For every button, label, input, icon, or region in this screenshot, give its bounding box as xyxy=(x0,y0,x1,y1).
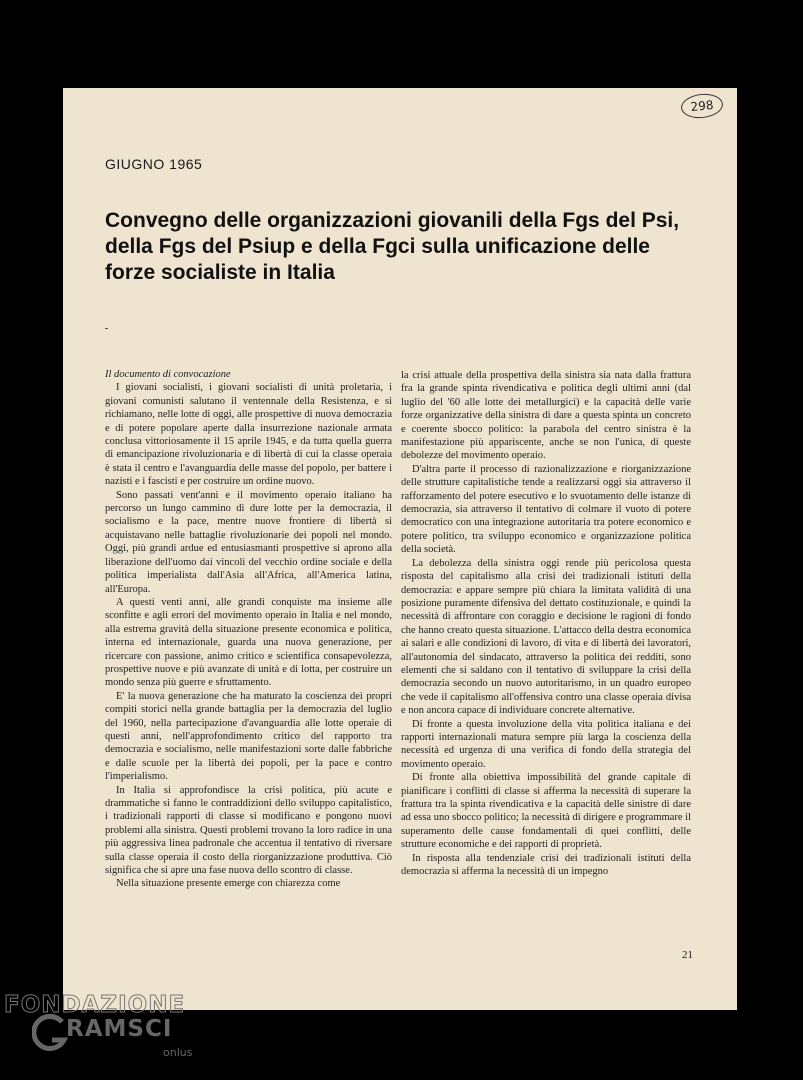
paragraph: La debolezza della sinistra oggi rende più pericolosa questa risposta del capitalismo alla crisi dei tradizionali istituti della democrazia: e appare sempre più chiara la limitata validità di una posizione puramente difensiva del dettato costituzionale, e quindi la necessità di affrontare con coraggio e decisione le ragioni di fondo che hanno creato questa situazione. L'attacco della destra economica ai salari e alle condizioni di lavoro, di vita e di libertà dei lavoratori, all'autonomia del sindacato, attraverso la politica dei redditi, sono elementi che si saldano con il tentativo di sviluppare la crisi della democrazia secondo un nuovo autoritarismo, in un quadro europeo che vede il capitalismo all'offensiva contro una classe operaia divisa e non ancora capace di individuare concrete alternative. xyxy=(401,557,691,717)
paragraph: In risposta alla tendenziale crisi dei tradizionali istituti della democrazia si afferma la necessità di un impegno xyxy=(401,852,691,878)
page-number: 21 xyxy=(682,949,693,961)
paragraph: Sono passati vent'anni e il movimento operaio italiano ha percorso un lungo cammino di dure lotte per la democrazia, il socialismo e la pace, mentre nuove frontiere di libertà si acquistavano nelle battaglie rivoluzionarie dei popoli nel mondo. Oggi, più grandi ardue ed entusiasmanti prospettive si aprono alla liberazione dell'uomo dai vincoli del vecchio ordine sociale e della politica imperialista dall'Asia all'Africa, all'America latina, all'Europa. xyxy=(105,489,392,595)
left-column xyxy=(105,368,392,891)
watermark-line1: FONDAZIONE xyxy=(4,992,186,1018)
paragraph: la crisi attuale della prospettiva della sinistra sia nata dalla frattura fra la grande spinta rivendicativa e politica degli ultimi anni (dal luglio del '60 alle lotte dei metallurgici) e la capacità delle varie forze organizzative della sinistra di dare a questa spinta un concreto e coerente sbocco politico: la parabola del centro sinistra è la manifestazione più appariscente, anche se non l'unica, di queste debolezze del movimento operaio. xyxy=(401,370,691,462)
date-line: GIUGNO 1965 xyxy=(105,156,203,172)
gramsci-g-logo-icon xyxy=(32,1014,68,1054)
paragraph: D'altra parte il processo di razionalizzazione e riorganizzazione delle strutture capitalistiche tende a realizzarsi oggi sia attraverso il rafforzamento del potere esecutivo e lo svuotamento delle istanze di democrazia, sia attraverso il tentativo di colmare il vuoto di potere democratico con una integrazione autoritaria tra potere economico e potere politico, tra sviluppo economico e organizzazione politica della società. xyxy=(401,463,691,556)
archive-stamp: 298 xyxy=(680,92,724,120)
paragraph: Di fronte a questa involuzione della vita politica italiana e dei rapporti internazionali matura sempre più larga la coscienza della necessità ed urgenza di una verifica di fondo della strategia del movimento operaio. xyxy=(401,718,691,770)
paragraph: Di fronte alla obiettiva impossibilità del grande capitale di pianificare i conflitti di classe si afferma la necessità di superare la frattura tra la spinta rivendicativa e la capacità delle sinistre di dare ad essa uno sbocco politico; la necessità di dirigere e programmare il superamento delle cause fondamentali di quei conflitti, delle strutture economiche e dei rapporti di proprietà. xyxy=(401,772,691,851)
watermark-suffix: onlus xyxy=(163,1046,193,1059)
watermark xyxy=(0,990,220,1080)
paragraph: A questi venti anni, alle grandi conquiste ma insieme alle sconfitte e agli errori del movimento operaio in Italia e nel mondo, alla estrema gravità della situazione presente economica e politica, interna ed internazionale, guarda una nuova generazione, per ricercare con passione, animo critico e scientifica consapevolezza, prospettive nuove e più avanzate di unità e di lotta, per costruire un mondo senza più guerre e sfruttamento. xyxy=(105,596,392,689)
divider-mark xyxy=(105,328,108,329)
section-heading: Il documento di convocazione xyxy=(105,369,231,380)
document-page xyxy=(63,88,737,1010)
paragraph: In Italia si approfondisce la crisi politica, più acute e drammatiche si fanno le contraddizioni dello sviluppo capitalistico, i tradizionali rapporti di classe si modificano e pongono nuovi problemi alla sinistra. Questi problemi trovano la loro radice in una più aggressiva linea padronale che accentua il tentativo di riversare sulla classe operaia il costo della riorganizzazione produttiva. Ciò significa che si apre una fase nuova dello scontro di classe. xyxy=(105,784,392,877)
paragraph: Nella situazione presente emerge con chiarezza come xyxy=(116,878,341,890)
watermark-line2: RAMSCI xyxy=(66,1016,173,1042)
paragraph: E' la nuova generazione che ha maturato la coscienza dei propri compiti storici nella grande battaglia per la democrazia del luglio del 1960, nella partecipazione d'avanguardia alle lotte operaie di questi anni, nell'approfondimento critico del rapporto tra democrazia e socialismo, nelle manifestazioni sorte dalle fabbriche e dalle scuole per la libertà dei popoli, per la pace e contro l'imperialismo. xyxy=(105,690,392,783)
right-column xyxy=(401,369,691,878)
paragraph: I giovani socialisti, i giovani socialisti di unità proletaria, i giovani comunisti salutano il ventennale della Resistenza, e si richiamano, nelle lotte di oggi, alle prospettive di nuova democrazia e di potere popolare aperte dalla insurrezione nazionale armata conclusa vittoriosamente il 15 aprile 1945, e da tutta quella guerra di emancipazione rivoluzionaria e di libertà di cui la classe operaia è stata il centro e l'avanguardia delle masse del popolo, per battere i nazisti e i fascisti e per costruire un ordine nuovo. xyxy=(105,382,392,488)
article-title: Convegno delle organizzazioni giovanili della Fgs del Psi, della Fgs del Psiup e della Fgci sulla unificazione delle forze socialiste in Italia xyxy=(105,209,680,284)
